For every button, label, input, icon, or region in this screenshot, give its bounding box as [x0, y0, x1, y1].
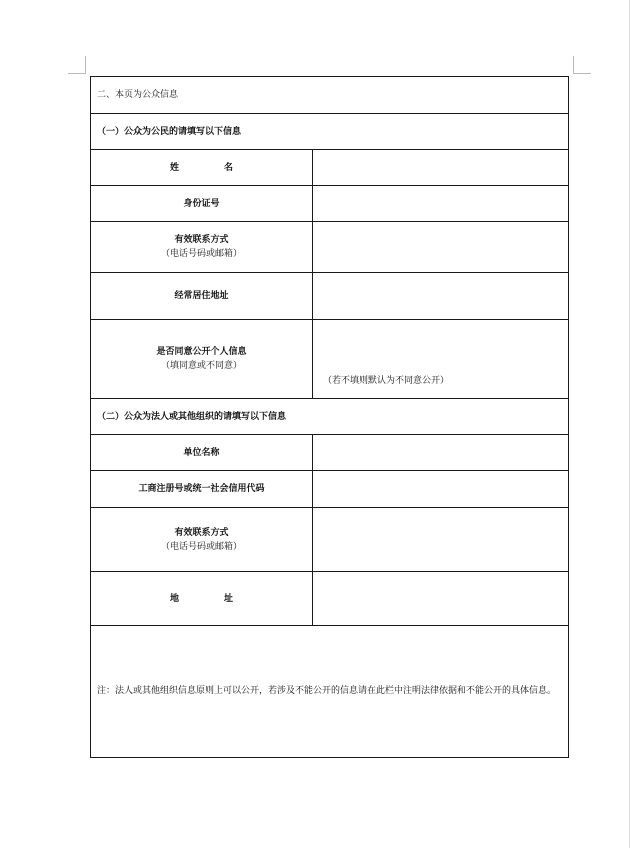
organization-address-field[interactable] — [313, 572, 569, 626]
name-field[interactable] — [313, 150, 569, 186]
crop-mark-left-v — [85, 56, 86, 74]
unit-name-field[interactable] — [313, 435, 569, 471]
organization-contact-label: 有效联系方式 （电话号码或邮箱） — [91, 508, 313, 572]
section-title: 二、本页为公众信息 — [91, 77, 569, 114]
crop-mark-right-v — [573, 56, 574, 74]
crop-mark-left-h — [68, 73, 86, 74]
id-number-label: 身份证号 — [91, 186, 313, 222]
citizen-contact-field[interactable] — [313, 222, 569, 273]
id-number-field[interactable] — [313, 186, 569, 222]
consent-hint: （若不填则默认为不同意公开） — [323, 376, 450, 386]
name-label: 姓 名 — [91, 150, 313, 186]
registration-code-label: 工商注册号或统一社会信用代码 — [91, 471, 313, 508]
consent-label: 是否同意公开个人信息 （填同意或不同意） — [91, 320, 313, 399]
note-text[interactable]: 注：法人或其他组织信息原则上可以公开，若涉及不能公开的信息请在此栏中注明法律依据和不能公开的具体信息。 — [91, 626, 569, 758]
citizen-contact-label: 有效联系方式 （电话号码或邮箱） — [91, 222, 313, 273]
organization-contact-sub: （电话号码或邮箱） — [160, 541, 242, 552]
organization-address-label: 地 址 — [91, 572, 313, 626]
unit-name-label: 单位名称 — [91, 435, 313, 471]
crop-mark-right-h — [573, 73, 591, 74]
citizen-contact-sub: （电话号码或邮箱） — [160, 249, 242, 259]
consent-sub: （填同意或不同意） — [160, 361, 242, 371]
organization-heading: （二）公众为法人或其他组织的请填写以下信息 — [91, 399, 569, 435]
residence-address-label: 经常居住地址 — [91, 273, 313, 320]
consent-field[interactable] — [313, 320, 569, 399]
citizen-heading: （一）公众为公民的请填写以下信息 — [91, 114, 569, 150]
residence-address-field[interactable] — [313, 273, 569, 320]
public-info-form — [90, 76, 569, 758]
registration-code-field[interactable] — [313, 471, 569, 508]
organization-contact-field[interactable] — [313, 508, 569, 572]
